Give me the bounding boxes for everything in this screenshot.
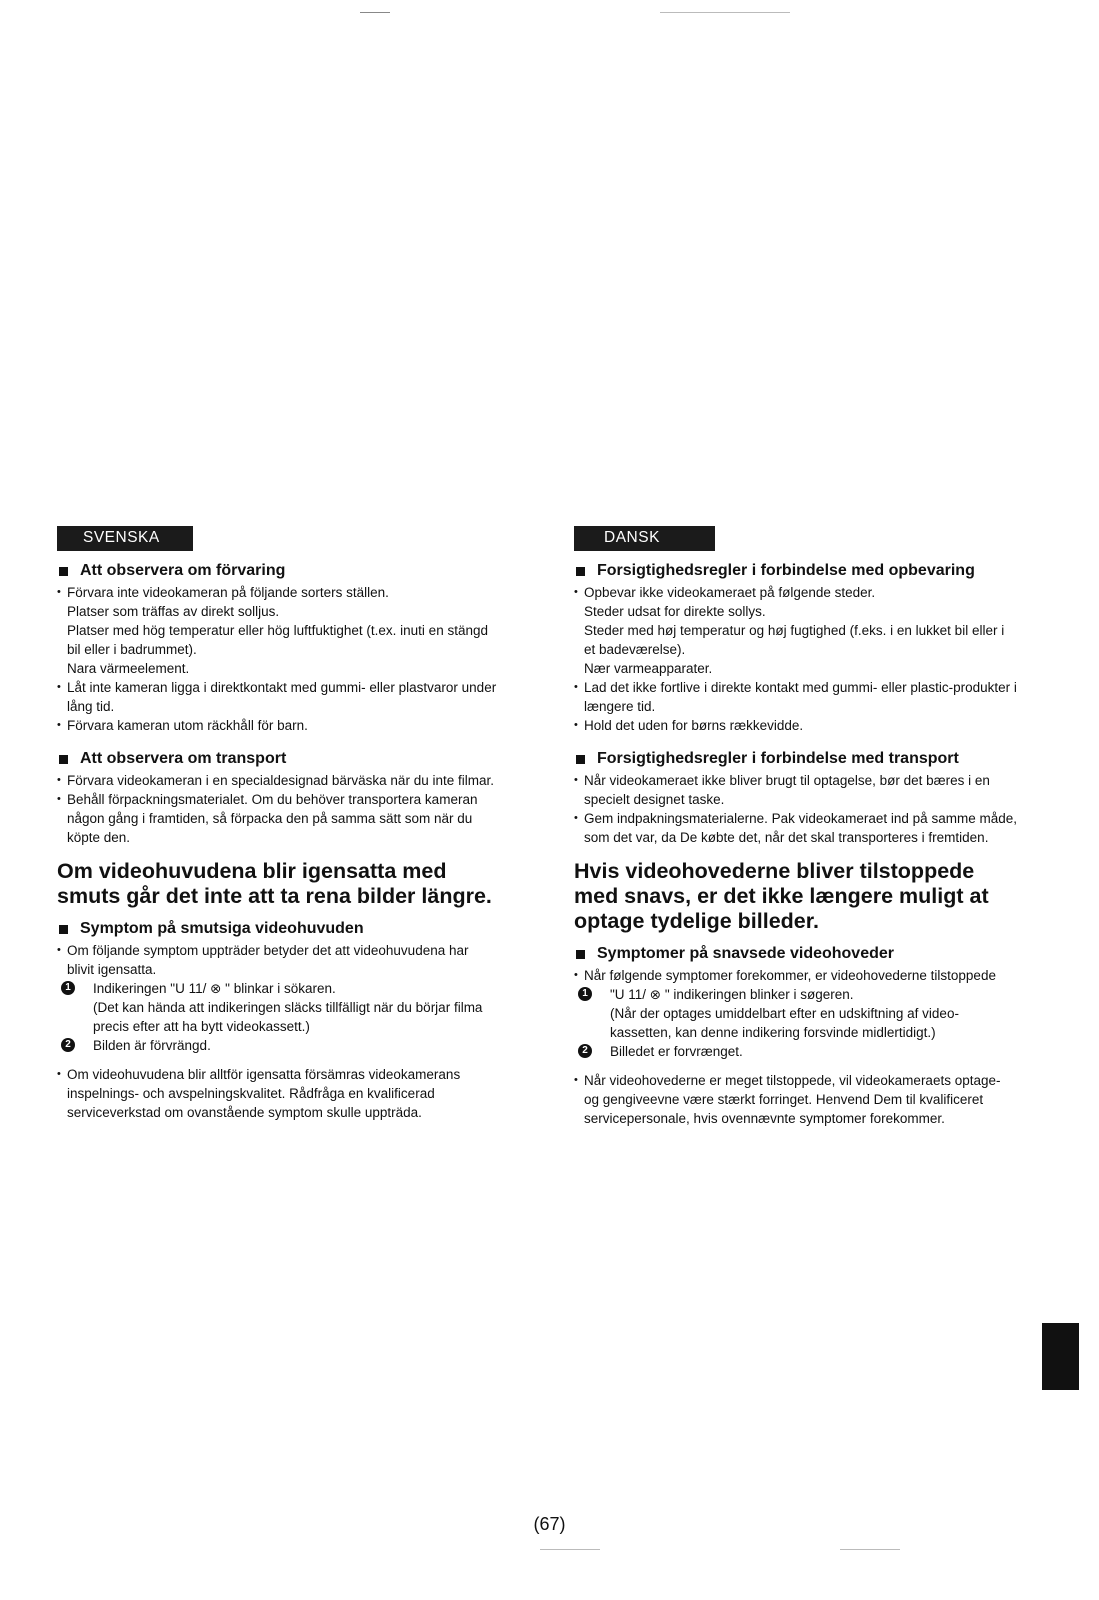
numbered-item-text: Indikeringen "U 11/ ⊗ " blinkar i sökaren. [93, 981, 336, 996]
scan-artifact-bottom [540, 1549, 600, 1550]
dansk-column [574, 526, 1019, 1128]
list-item-text: Steder med høj temperatur og høj fugtighed (f.eks. i en lukket bil eller i et badeværelse). [584, 623, 1005, 657]
section-heading [574, 749, 1019, 769]
list-item: • Når videokameraet ikke bliver brugt til optagelse, bør det bæres i en specielt designet taske. [574, 771, 1019, 809]
list-item: • Förvara inte videokameran på följande sorters ställen. Platser som träffas av direkt solljus. Platser med hög temperatur eller hög luftfuktighet (t.ex. inuti en stängd bil eller i badrummet). Nara värmeelement. [57, 583, 497, 678]
numbered-item [59, 1036, 497, 1055]
square-bullet-icon [576, 567, 585, 576]
square-bullet-icon [576, 755, 585, 764]
list-item-text: Når følgende symptomer forekommer, er videohovederne tilstoppede [584, 968, 996, 983]
list-item-text: Når videohovederne er meget tilstoppede, vil videokameraets optage- og gengiveevne være stærkt forringet. Henvend Dem til kvalificeret servicepersonale, hvis ovennævnte symptomer forekommer. [584, 1073, 1001, 1126]
numbered-item-text: "U 11/ ⊗ " indikeringen blinker i søgeren. [610, 987, 854, 1002]
page-title: Hvis videohovederne bliver tilstoppede med snavs, er det ikke længere muligt at optage tydelige billeder. [574, 859, 989, 933]
list-item: • Gem indpakningsmaterialerne. Pak videokameraet ind på samme måde, som det var, da De købte det, når det skal transporteres i fremtiden. [574, 809, 1019, 847]
list-item-text: Når videokameraet ikke bliver brugt til optagelse, bør det bæres i en specielt designet taske. [584, 773, 990, 807]
list-item: • Om videohuvudena blir alltför igensatta försämras videokamerans inspelnings- och avspelningskvalitet. Rådfråga en kvalificerad serviceverkstad om ovanstående symptom skulle uppträda. [57, 1065, 497, 1122]
list-item-text: Lad det ikke fortlive i direkte kontakt med gummi- eller plastic-produkter i længere tid. [584, 680, 1017, 714]
list-item-text: Nær varmeapparater. [584, 661, 713, 676]
bullet-list [574, 966, 1019, 985]
list-item: • Hold det uden for børns rækkevidde. [574, 716, 1019, 735]
list-item-text: Nara värmeelement. [67, 661, 190, 676]
number-one-icon: 1 [61, 981, 75, 995]
svenska-column [57, 526, 497, 1122]
list-item-text: Hold det uden for børns rækkevidde. [584, 718, 804, 733]
numbered-item [576, 1042, 1019, 1061]
language-tab-dansk: DANSK [574, 526, 715, 551]
list-item-text: Förvara kameran utom räckhåll för barn. [67, 718, 308, 733]
section-heading [57, 749, 497, 769]
list-item-text: Gem indpakningsmaterialerne. Pak videokameraet ind på samme måde, som det var, da De købte det, når det skal transporteres i fremtiden. [584, 811, 1017, 845]
number-two-icon: 2 [61, 1038, 75, 1052]
list-item: • Förvara videokameran i en specialdesignad bärväska när du inte filmar. [57, 771, 497, 790]
section-heading-text: Forsigtighedsregler i forbindelse med transport [597, 750, 959, 767]
section-heading [574, 561, 1019, 581]
numbered-item-note: (Når der optages umiddelbart efter en udskiftning af video-kassetten, kan denne indikering forsvinde midlertidigt.) [610, 1006, 959, 1040]
list-item-text: Platser med hög temperatur eller hög luftfuktighet (t.ex. inuti en stängd bil eller i badrummet). [67, 623, 488, 657]
section-heading-text: Symptom på smutsiga videohuvuden [80, 920, 364, 937]
page-title: Om videohuvudena blir igensatta med smuts går det inte att ta rena bilder längre. [57, 859, 492, 908]
section-heading-text: Att observera om transport [80, 750, 287, 767]
list-item-text: Behåll förpackningsmaterialet. Om du behöver transportera kameran någon gång i framtiden, så förpacka den på samma sätt som när du köpte den. [67, 792, 478, 845]
scan-artifact-top [360, 12, 390, 13]
section-heading-text: Symptomer på snavsede videohoveder [597, 945, 894, 962]
list-item-text: Förvara inte videokameran på följande sorters ställen. [67, 585, 389, 600]
list-item-text: Om videohuvudena blir alltför igensatta försämras videokamerans inspelnings- och avspelningskvalitet. Rådfråga en kvalificerad serviceverkstad om ovanstående symptom skulle uppträda. [67, 1067, 461, 1120]
square-bullet-icon [59, 755, 68, 764]
numbered-item [59, 979, 497, 1036]
list-item-text: Om följande symptom uppträder betyder det att videohuvudena har blivit igensatta. [67, 943, 469, 977]
list-item: • Låt inte kameran ligga i direktkontakt med gummi- eller plastvaror under lång tid. [57, 680, 497, 714]
page-number: (67) [533, 1514, 566, 1534]
section-heading [57, 919, 497, 939]
bullet-list [574, 583, 1019, 735]
numbered-item [576, 985, 1019, 1042]
square-bullet-icon [59, 925, 68, 934]
list-item-text: Låt inte kameran ligga i direktkontakt med gummi- eller plastvaror under lång tid. [67, 680, 497, 714]
bullet-list [57, 771, 497, 847]
square-bullet-icon [576, 950, 585, 959]
square-bullet-icon [59, 567, 68, 576]
bullet-list [57, 941, 497, 979]
numbered-item-note: (Det kan hända att indikeringen släcks tillfälligt när du börjar filma precis efter att ha bytt videokassett.) [93, 1000, 483, 1034]
number-two-icon: 2 [578, 1044, 592, 1058]
list-item: • Behåll förpackningsmaterialet. Om du behöver transportera kameran någon gång i framtiden, så förpacka den på samma sätt som när du köpte den. [57, 790, 497, 847]
list-item-text: Opbevar ikke videokameraet på følgende steder. [584, 585, 876, 600]
list-item: • Förvara kameran utom räckhåll för barn. [57, 716, 497, 735]
number-one-icon: 1 [578, 987, 592, 1001]
section-heading-text: Att observera om förvaring [80, 562, 286, 579]
bullet-list [57, 583, 497, 735]
list-item-text: Förvara videokameran i en specialdesignad bärväska när du inte filmar. [67, 773, 494, 788]
list-item: • Opbevar ikke videokameraet på følgende steder. Steder udsat for direkte sollys. Steder med høj temperatur og høj fugtighed (f.eks. i en lukket bil eller i et badeværelse). Nær varmeapparater. [574, 583, 1019, 678]
page-edge-marker [1042, 1323, 1079, 1390]
section-heading [57, 561, 497, 581]
bullet-list [574, 771, 1019, 847]
bullet-list [574, 1071, 1019, 1128]
list-item-text: Platser som träffas av direkt solljus. [67, 604, 280, 619]
list-item: • Når følgende symptomer forekommer, er videohovederne tilstoppede [574, 966, 1019, 985]
list-item: • Lad det ikke fortlive i direkte kontakt med gummi- eller plastic-produkter i længere tid. [574, 678, 1019, 716]
numbered-item-text: Bilden är förvrängd. [93, 1038, 211, 1053]
language-tab-svenska: SVENSKA [57, 526, 193, 551]
list-item: • Om följande symptom uppträder betyder det att videohuvudena har blivit igensatta. [57, 941, 497, 979]
bullet-list [57, 1065, 497, 1122]
list-item-text: Steder udsat for direkte sollys. [584, 604, 766, 619]
scan-artifact-bottom [840, 1549, 900, 1550]
numbered-item-text: Billedet er forvrænget. [610, 1044, 743, 1059]
section-heading-text: Forsigtighedsregler i forbindelse med opbevaring [597, 562, 975, 579]
section-heading [574, 944, 1019, 964]
scan-artifact-top [660, 12, 790, 13]
list-item: • Når videohovederne er meget tilstoppede, vil videokameraets optage- og gengiveevne være stærkt forringet. Henvend Dem til kvalificeret servicepersonale, hvis ovennævnte symptomer forekommer. [574, 1071, 1019, 1128]
